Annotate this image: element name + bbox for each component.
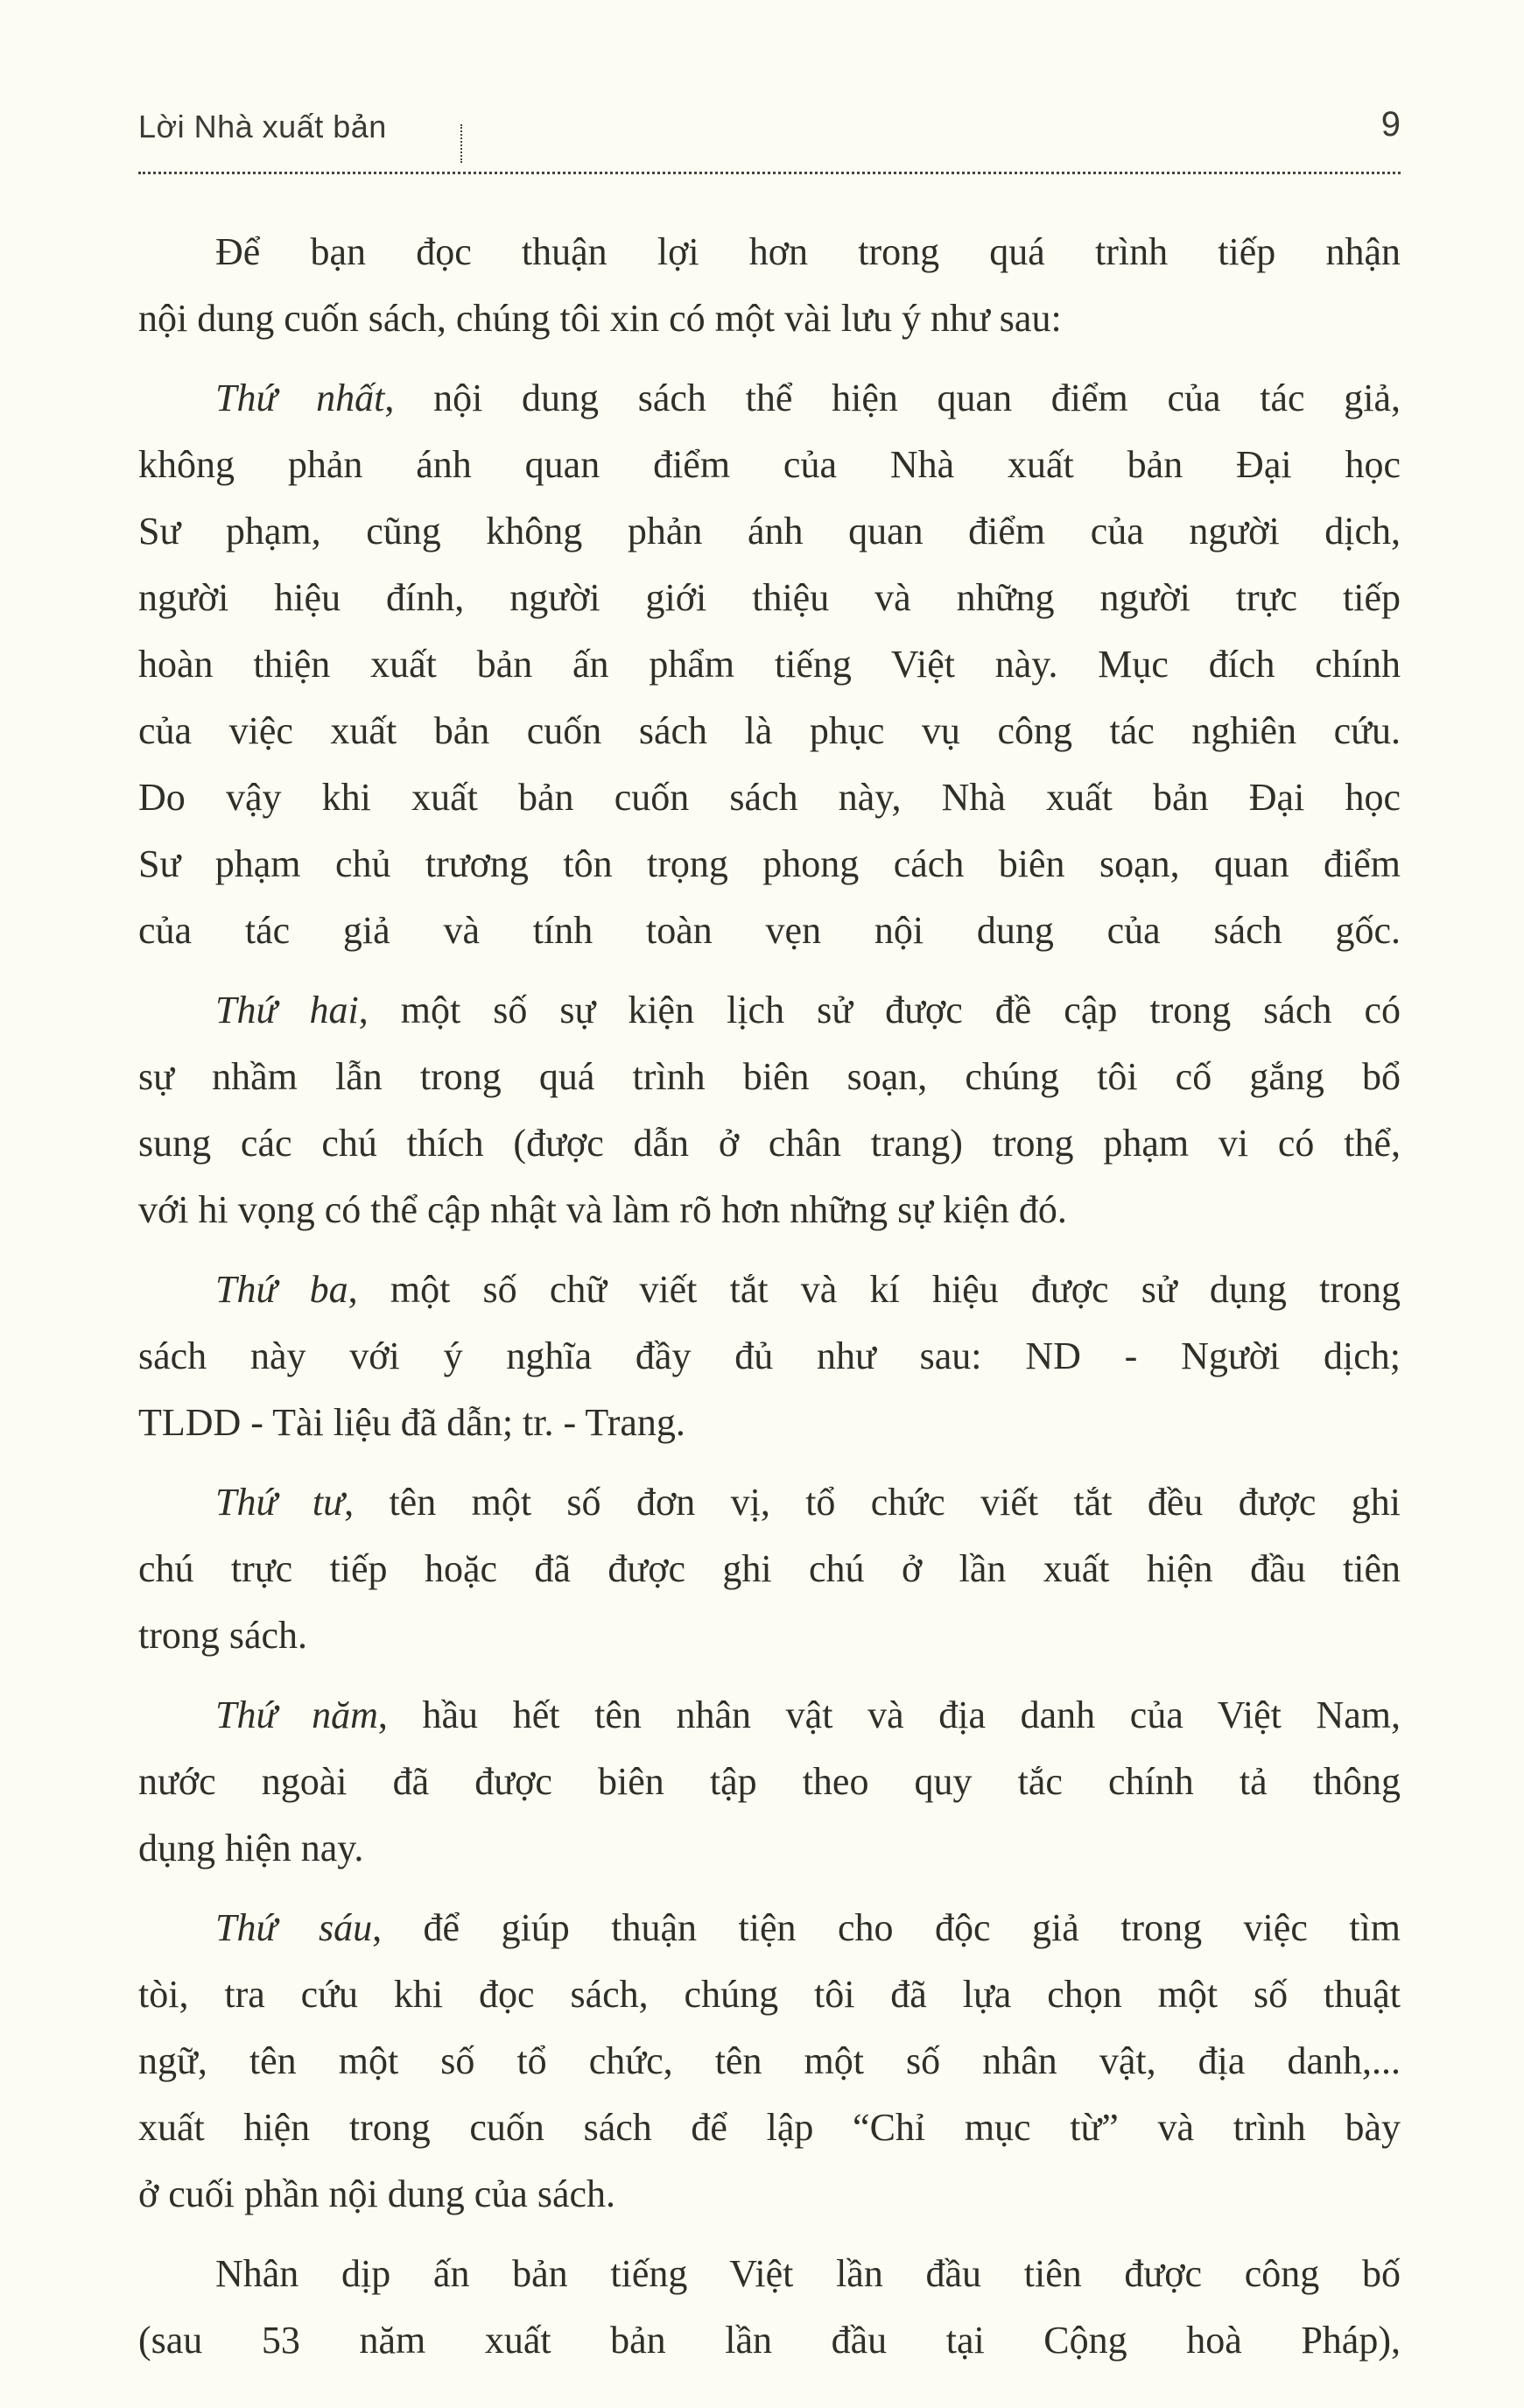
text-line [138,698,1401,764]
text-line [138,1895,1401,1961]
paragraph-lead: Thứ tư [215,1481,345,1524]
text-line [138,1469,1401,1536]
text-line [138,565,1401,631]
line-text: sách này với ý nghĩa đầy đủ như sau: ND - Người dịch; [138,1334,1401,1377]
line-text: với hi vọng có thể cập nhật và làm rõ hơn những sự kiện đó. [138,1188,1067,1231]
paragraph [138,1469,1401,1669]
text-line [138,831,1401,898]
line-text: , một số chữ viết tắt và kí hiệu được sử dụng trong [348,1268,1401,1311]
text-line [138,898,1401,964]
paragraph [138,2241,1401,2374]
paragraph [138,977,1401,1243]
text-line [138,365,1401,432]
line-text: sự nhầm lẫn trong quá trình biên soạn, chúng tôi cố gắng bổ [138,1055,1401,1098]
text-line [138,285,1401,352]
paragraph [138,1682,1401,1882]
line-text: , tên một số đơn vị, tổ chức viết tắt đều được ghi [344,1481,1401,1524]
line-text: , nội dung sách thể hiện quan điểm của tác giả, [384,377,1401,419]
paragraph-lead: Thứ ba [215,1268,348,1311]
line-text: nước ngoài đã được biên tập theo quy tắc chính tả thông [138,1760,1401,1803]
line-text: chú trực tiếp hoặc đã được ghi chú ở lần xuất hiện đầu tiên [138,1547,1401,1590]
running-title: Lời Nhà xuất bản [138,109,387,144]
text-line [138,1110,1401,1177]
paragraph [138,1257,1401,1456]
line-text: , hầu hết tên nhân vật và địa danh của Việt Nam, [377,1693,1401,1736]
line-text: , để giúp thuận tiện cho độc giả trong việc tìm [372,1906,1401,1949]
text-line [138,977,1401,1044]
line-text: dụng hiện nay. [138,1827,364,1869]
line-text: xuất hiện trong cuốn sách để lập “Chỉ mục từ” và trình bày [138,2106,1401,2149]
text-line [138,1961,1401,2028]
line-text: Sư phạm, cũng không phản ánh quan điểm của người dịch, [138,510,1401,553]
line-text: hoàn thiện xuất bản ấn phẩm tiếng Việt này. Mục đích chính [138,643,1401,686]
paragraph-lead: Thứ hai [215,989,359,1031]
paragraph-lead: Thứ sáu [215,1906,373,1949]
line-text: tòi, tra cứu khi đọc sách, chúng tôi đã lựa chọn một số thuật [138,1973,1401,2016]
line-text: nội dung cuốn sách, chúng tôi xin có một vài lưu ý như sau: [138,297,1062,340]
running-header [138,105,1401,158]
line-text: Do vậy khi xuất bản cuốn sách này, Nhà xuất bản Đại học [138,776,1401,819]
text-line [138,498,1401,565]
header-separator [460,124,462,163]
line-text: sung các chú thích (được dẫn ở chân trang) trong phạm vi có thể, [138,1122,1401,1165]
paragraph [138,1895,1401,2228]
line-text: Để bạn đọc thuận lợi hơn trong quá trình tiếp nhận [215,230,1401,273]
page-body [138,219,1401,2387]
line-text: Nhân dịp ấn bản tiếng Việt lần đầu tiên được công bố [215,2252,1401,2295]
text-line [138,2095,1401,2161]
text-line [138,1602,1401,1669]
text-line [138,1682,1401,1749]
line-text: trong sách. [138,1614,308,1657]
line-text: (sau 53 năm xuất bản lần đầu tại Cộng hoà Pháp), [138,2319,1401,2362]
line-text: TLDD - Tài liệu đã dẫn; tr. - Trang. [138,1401,685,1444]
line-text: của tác giả và tính toàn vẹn nội dung của sách gốc. [138,909,1401,952]
text-line [138,1536,1401,1602]
line-text: , một số sự kiện lịch sử được đề cập trong sách có [358,989,1401,1031]
line-text: ngữ, tên một số tổ chức, tên một số nhân vật, địa danh,... [138,2039,1401,2082]
text-line [138,432,1401,498]
text-line [138,1390,1401,1456]
header-rule [138,172,1401,174]
paragraph-lead: Thứ năm [215,1693,378,1736]
text-line [138,1749,1401,1815]
paragraph [138,219,1401,352]
text-line [138,2241,1401,2307]
text-line [138,1323,1401,1390]
line-text: Sư phạm chủ trương tôn trọng phong cách biên soạn, quan điểm [138,842,1401,885]
text-line [138,1257,1401,1323]
line-text: ở cuối phần nội dung của sách. [138,2172,616,2215]
paragraph-lead: Thứ nhất [215,377,385,419]
text-line [138,764,1401,831]
text-line [138,219,1401,285]
text-line [138,2161,1401,2228]
text-line [138,1177,1401,1243]
line-text: không phản ánh quan điểm của Nhà xuất bản Đại học [138,443,1401,486]
text-line [138,1044,1401,1110]
line-text: người hiệu đính, người giới thiệu và những người trực tiếp [138,576,1401,619]
paragraph [138,365,1401,964]
text-line [138,631,1401,698]
line-text: của việc xuất bản cuốn sách là phục vụ công tác nghiên cứu. [138,709,1401,752]
text-line [138,2307,1401,2374]
text-line [138,2028,1401,2095]
text-line [138,1815,1401,1882]
page-number: 9 [1380,105,1401,144]
